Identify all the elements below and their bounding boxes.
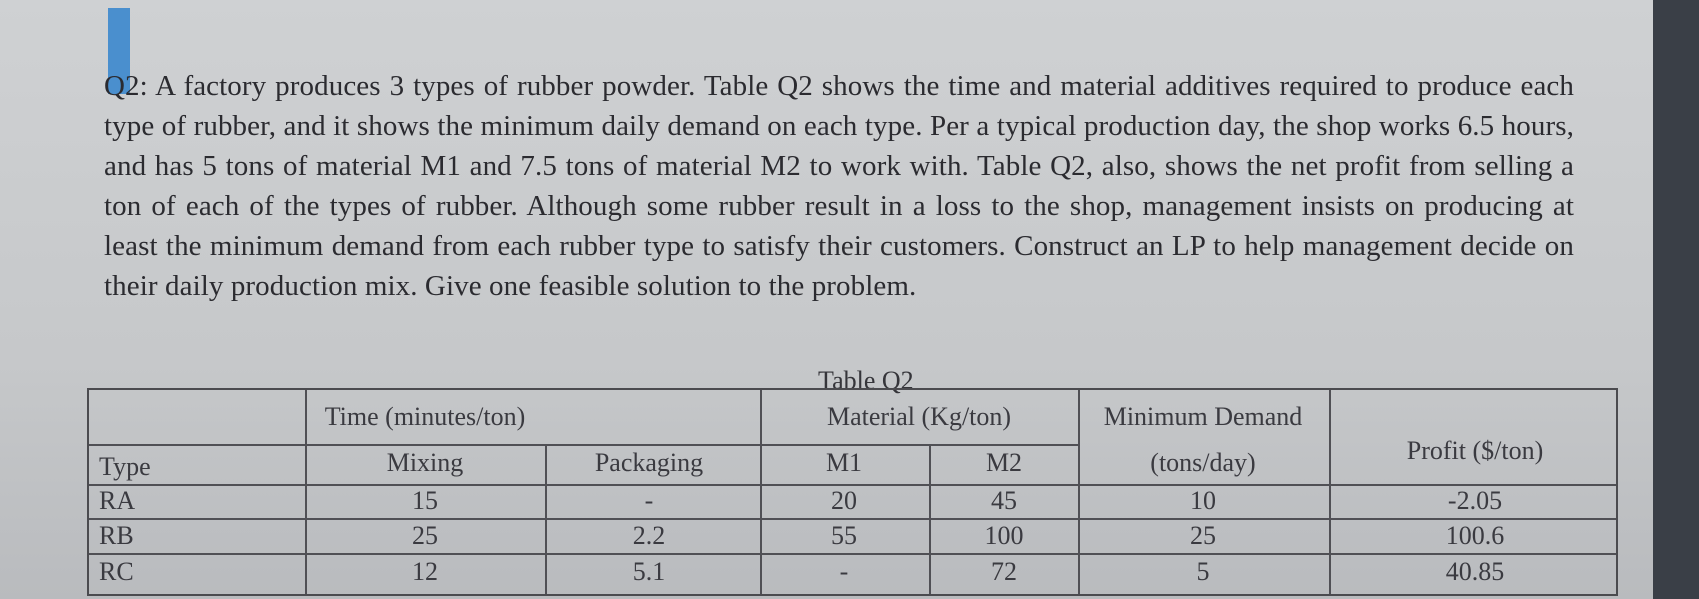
row-m1: - [839,557,849,586]
row-profit: 40.85 [1445,557,1505,586]
row-type: RA [99,486,136,515]
row-m1: 20 [831,486,857,515]
row-profit: 100.6 [1445,521,1505,550]
row-m2: 72 [991,557,1017,586]
header-profit: Profit ($/ton) [1406,436,1544,465]
row-mixing: 12 [412,557,438,586]
row-demand: 5 [1196,557,1210,586]
question-text: Q2: A factory produces 3 types of rubber powder. Table Q2 shows the time and material additives required to produce each type of rubber, and it shows the minimum daily demand on each type. Per a typical production day, the shop works 6.5 hours, and has 5 tons of material M1 and 7.5 tons of material M2 to work with. Table Q2, also, shows the net profit from selling a ton of each of the types of rubber. Although some rubber result in a loss to the shop, management insists on producing at least the minimum demand from each rubber type to satisfy their customers. Construct an LP to help management decide on their daily production mix. Give one feasible solution to the problem. [104,70,1574,302]
row-mixing: 15 [412,486,438,515]
row-type: RB [99,521,134,550]
header-mixing: Mixing [386,448,464,477]
row-profit: -2.05 [1447,486,1503,515]
screen-edge [1653,0,1699,599]
row-m1: 55 [831,521,857,550]
header-type: Type [99,452,151,481]
table-caption: Table Q2 [818,366,914,395]
row-type: RC [99,557,134,586]
data-table [87,388,1618,596]
header-m2: M2 [985,448,1023,477]
header-material-group: Material (Kg/ton) [826,402,1012,431]
header-m1: M1 [825,448,863,477]
row-m2: 100 [984,521,1024,550]
header-demand-line2: (tons/day) [1150,448,1256,477]
row-packaging: 2.2 [632,521,666,550]
row-m2: 45 [991,486,1017,515]
row-demand: 10 [1190,486,1216,515]
header-time-group: Time (minutes/ton) [324,402,526,431]
header-packaging: Packaging [594,448,704,477]
row-mixing: 25 [412,521,438,550]
row-packaging: - [644,486,654,515]
header-demand-line1: Minimum Demand [1103,402,1303,431]
row-packaging: 5.1 [632,557,666,586]
row-demand: 25 [1190,521,1216,550]
